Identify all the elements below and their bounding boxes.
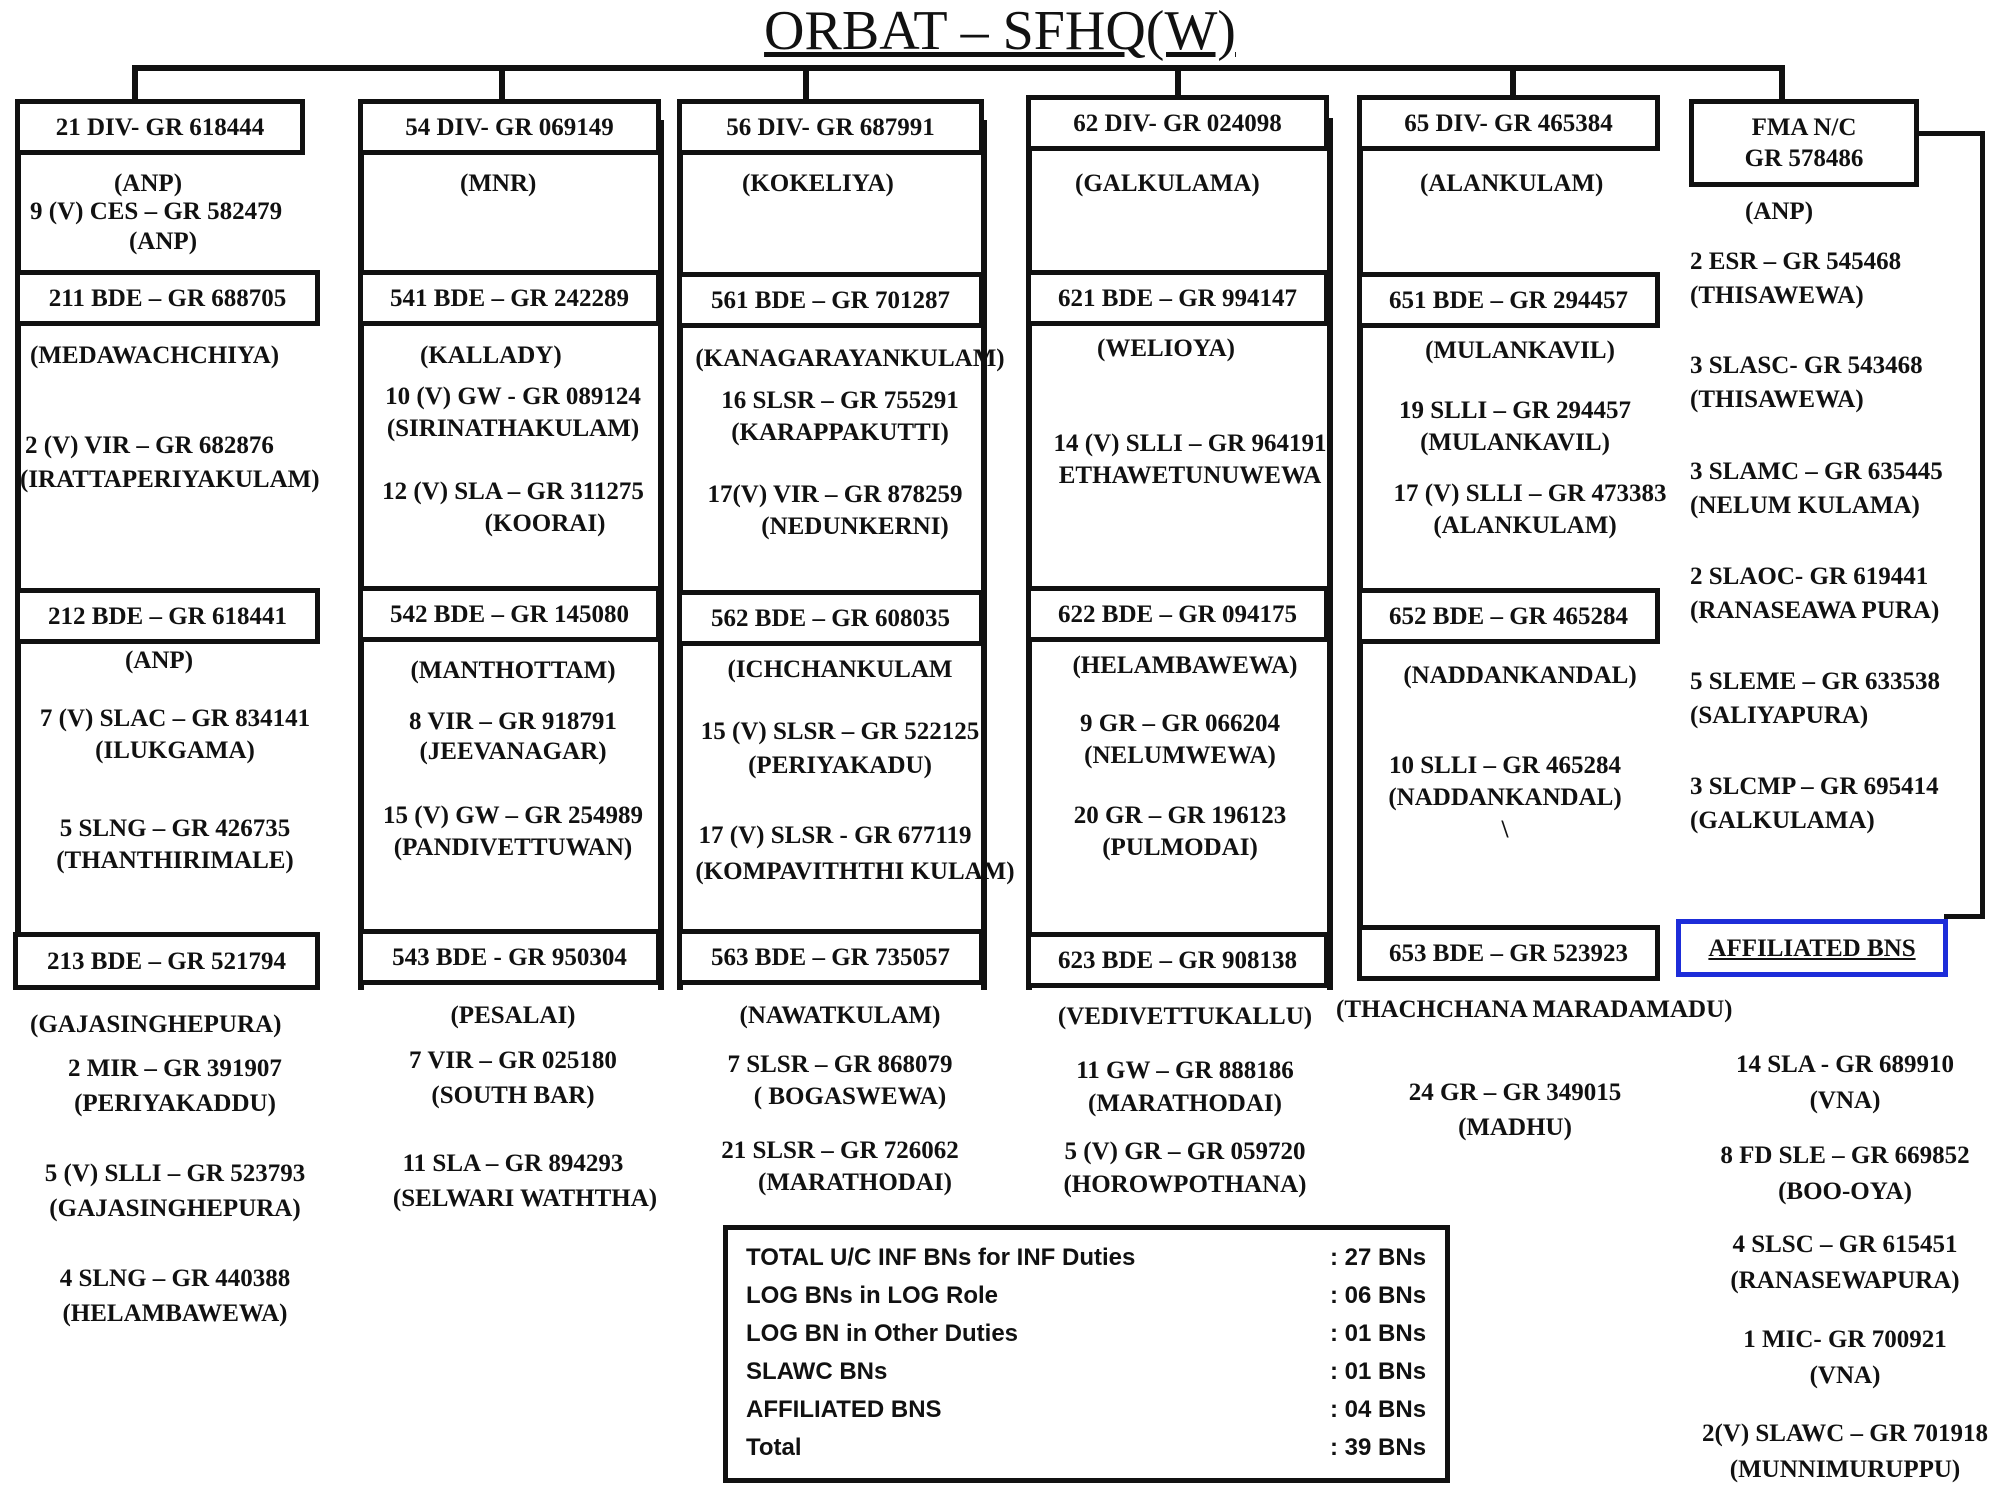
bde-541-unit-2: 12 (V) SLA – GR 311275 [382, 478, 644, 505]
bde-213-header: 213 BDE – GR 521794 [13, 932, 320, 990]
bde-541-location: (KALLADY) [420, 342, 562, 369]
bde-541-unit-1: 10 (V) GW - GR 089124 [385, 383, 641, 410]
bde-212-header: 212 BDE – GR 618441 [15, 588, 320, 644]
bde-653-unit-location: (MADHU) [1458, 1114, 1572, 1141]
div-65-header: 65 DIV- GR 465384 [1357, 95, 1660, 151]
bde-623-unit-1-location: (MARATHODAI) [1088, 1090, 1282, 1117]
div-54-location: (MNR) [460, 170, 537, 197]
bde-652-unit-mark: \ [1501, 816, 1509, 843]
bde-212-unit-1: 7 (V) SLAC – GR 834141 [39, 705, 311, 732]
fma-unit-4-location: (RANASEAWA PURA) [1690, 597, 1940, 624]
affiliated-unit-2-location: (BOO-OYA) [1778, 1178, 1912, 1205]
bde-212-unit-2: 5 SLNG – GR 426735 [59, 815, 291, 842]
summary-row [746, 1282, 1427, 1312]
fma-unit-2: 3 SLASC- GR 543468 [1690, 352, 1923, 379]
bde-213-unit-2-location: (GAJASINGHEPURA) [49, 1195, 301, 1222]
bde-563-unit-2-location: (MARATHODAI) [758, 1169, 952, 1196]
bde-543-location: (PESALAI) [450, 1002, 576, 1029]
bde-621-location: (WELIOYA) [1097, 335, 1235, 362]
bde-651-unit-1: 19 SLLI – GR 294457 [1399, 397, 1631, 424]
summary-row [746, 1320, 1427, 1350]
div-62-location: (GALKULAMA) [1075, 170, 1260, 197]
div-21-header: 21 DIV- GR 618444 [15, 99, 305, 155]
bde-623-unit-1: 11 GW – GR 888186 [1076, 1057, 1294, 1084]
summary-label: TOTAL U/C INF BNs for INF Duties [746, 1244, 1136, 1271]
summary-label: LOG BNs in LOG Role [746, 1282, 999, 1309]
bde-622-unit-1: 9 GR – GR 066204 [1080, 710, 1280, 737]
div-21-location: (ANP) [113, 170, 183, 197]
bde-563-unit-1-location: ( BOGASWEWA) [753, 1083, 947, 1110]
affiliated-unit-4-location: (VNA) [1809, 1362, 1881, 1389]
top-connector [132, 65, 1783, 71]
summary-table [723, 1225, 1450, 1483]
summary-value: : 39 BNs [1330, 1434, 1427, 1461]
summary-value: : 01 BNs [1330, 1320, 1427, 1347]
fma-unit-3-location: (NELUM KULAMA) [1690, 492, 1920, 519]
div-65-location: (ALANKULAM) [1420, 170, 1604, 197]
fma-nc-title: FMA N/C [1751, 114, 1857, 141]
bde-212-location: (ANP) [125, 647, 194, 674]
bde-563-header: 563 BDE – GR 735057 [677, 929, 984, 985]
bde-213-unit-2: 5 (V) SLLI – GR 523793 [44, 1160, 306, 1187]
fma-bracket-top [1914, 131, 1985, 136]
chart-title: ORBAT – SFHQ(W) [764, 0, 1236, 62]
fma-unit-5-location: (SALIYAPURA) [1690, 702, 1869, 729]
summary-value: : 06 BNs [1330, 1282, 1427, 1309]
bde-561-header: 561 BDE – GR 701287 [677, 272, 984, 328]
summary-row [746, 1396, 1427, 1426]
fma-bracket-side [1980, 131, 1985, 919]
bde-212-unit-2-location: (THANTHIRIMALE) [56, 847, 294, 874]
fma-unit-3: 3 SLAMC – GR 635445 [1690, 458, 1943, 485]
fma-unit-1-location: (THISAWEWA) [1690, 282, 1864, 309]
fma-unit-1: 2 ESR – GR 545468 [1690, 248, 1902, 275]
bde-212-unit-1-location: (ILUKGAMA) [95, 737, 255, 764]
bde-542-unit-2-location: (PANDIVETTUWAN) [393, 834, 633, 861]
affiliated-unit-1-location: (VNA) [1809, 1087, 1881, 1114]
bde-653-header: 653 BDE – GR 523923 [1357, 925, 1660, 981]
bde-213-unit-3: 4 SLNG – GR 440388 [59, 1265, 291, 1292]
bde-211-unit-location: (IRATTAPERIYAKULAM) [20, 466, 320, 493]
fma-bracket-bottom [1944, 914, 1985, 919]
bde-542-unit-2: 15 (V) GW – GR 254989 [383, 802, 643, 829]
summary-label: AFFILIATED BNS [746, 1396, 942, 1423]
bde-543-unit-2-location: (SELWARI WATHTHA) [392, 1185, 658, 1212]
bde-622-header: 622 BDE – GR 094175 [1026, 586, 1329, 642]
affiliated-unit-2: 8 FD SLE – GR 669852 [1720, 1142, 1970, 1169]
bde-561-unit-1-location: (KARAPPAKUTTI) [731, 419, 949, 446]
bde-623-header: 623 BDE – GR 908138 [1026, 932, 1329, 988]
spine-62-div-right [1327, 118, 1333, 990]
bde-623-location: (VEDIVETTUKALLU) [1057, 1003, 1313, 1030]
bde-561-location: (KANAGARAYANKULAM) [695, 345, 1005, 372]
bde-621-header: 621 BDE – GR 994147 [1026, 270, 1329, 326]
spine-21-div [15, 120, 21, 990]
affiliated-unit-4: 1 MIC- GR 700921 [1743, 1326, 1947, 1353]
affiliated-unit-3-location: (RANASEWAPURA) [1730, 1267, 1960, 1294]
bde-543-header: 543 BDE - GR 950304 [358, 929, 661, 985]
affiliated-bns-header: AFFILIATED BNS [1676, 919, 1948, 977]
div-54-header: 54 DIV- GR 069149 [358, 99, 661, 155]
affiliated-unit-3: 4 SLSC – GR 615451 [1732, 1231, 1958, 1258]
bde-622-location: (HELAMBAWEWA) [1072, 652, 1298, 679]
bde-211-header: 211 BDE – GR 688705 [15, 270, 320, 326]
div-56-header: 56 DIV- GR 687991 [677, 99, 984, 155]
bde-542-header: 542 BDE – GR 145080 [358, 586, 661, 642]
bde-543-unit-1: 7 VIR – GR 025180 [409, 1047, 617, 1074]
fma-nc-location: (ANP) [1745, 198, 1814, 225]
summary-row [746, 1434, 1427, 1464]
div-62-header: 62 DIV- GR 024098 [1026, 95, 1329, 151]
bde-562-unit-1-location: (PERIYAKADU) [748, 752, 932, 779]
bde-651-unit-2: 17 (V) SLLI – GR 473383 [1393, 480, 1667, 507]
fma-nc-header [1689, 99, 1919, 187]
bde-651-header: 651 BDE – GR 294457 [1357, 272, 1660, 328]
fma-unit-6: 3 SLCMP – GR 695414 [1690, 773, 1939, 800]
bde-622-unit-1-location: (NELUMWEWA) [1084, 742, 1276, 769]
summary-row [746, 1244, 1427, 1274]
spine-54-div-right [658, 120, 664, 990]
bde-651-unit-1-location: (MULANKAVIL) [1420, 429, 1610, 456]
bde-562-unit-1: 15 (V) SLSR – GR 522125 [700, 718, 980, 745]
affiliated-unit-1: 14 SLA - GR 689910 [1735, 1051, 1955, 1078]
bde-541-unit-1-location: (SIRINATHAKULAM) [386, 415, 640, 442]
bde-653-unit: 24 GR – GR 349015 [1408, 1079, 1622, 1106]
fma-unit-4: 2 SLAOC- GR 619441 [1690, 563, 1929, 590]
drop-65-div [1510, 65, 1516, 95]
affiliated-unit-5: 2(V) SLAWC – GR 701918 [1701, 1420, 1989, 1447]
bde-652-location: (NADDANKANDAL) [1403, 662, 1637, 689]
summary-value: : 04 BNs [1330, 1396, 1427, 1423]
bde-541-header: 541 BDE – GR 242289 [358, 270, 661, 326]
bde-621-unit: 14 (V) SLLI – GR 964191 [1053, 430, 1327, 457]
bde-213-unit-1-location: (PERIYAKADDU) [74, 1090, 276, 1117]
summary-value: : 27 BNs [1330, 1244, 1427, 1271]
bde-543-unit-1-location: (SOUTH BAR) [431, 1082, 595, 1109]
bde-543-unit-2: 11 SLA – GR 894293 [402, 1150, 624, 1177]
bde-651-location: (MULANKAVIL) [1425, 337, 1615, 364]
bde-561-unit-1: 16 SLSR – GR 755291 [721, 387, 959, 414]
drop-62-div [1175, 65, 1181, 95]
bde-542-unit-1-location: (JEEVANAGAR) [419, 738, 607, 765]
bde-621-unit-location: ETHAWETUNUWEWA [1058, 462, 1322, 489]
summary-label: Total [746, 1434, 802, 1461]
bde-542-location: (MANTHOTTAM) [410, 657, 616, 684]
bde-653-location: (THACHCHANA MARADAMADU) [1336, 996, 1733, 1023]
bde-562-unit-2-location: (KOMPAVITHTHI KULAM) [695, 858, 1015, 885]
bde-541-unit-2-location: (KOORAI) [484, 510, 606, 537]
div-21-unit-location: (ANP) [128, 228, 198, 255]
bde-213-location: (GAJASINGHEPURA) [30, 1011, 282, 1038]
bde-561-unit-2-location: (NEDUNKERNI) [761, 513, 949, 540]
spine-56-div [677, 120, 683, 990]
bde-623-unit-2: 5 (V) GR – GR 059720 [1064, 1138, 1306, 1165]
bde-563-unit-1: 7 SLSR – GR 868079 [727, 1051, 953, 1078]
bde-563-location: (NAWATKULAM) [739, 1002, 941, 1029]
fma-unit-2-location: (THISAWEWA) [1690, 386, 1864, 413]
drop-56-div [803, 65, 809, 99]
bde-213-unit-3-location: (HELAMBAWEWA) [62, 1300, 288, 1327]
bde-562-unit-2: 17 (V) SLSR - GR 677119 [698, 822, 972, 849]
bde-213-unit-1: 2 MIR – GR 391907 [68, 1055, 282, 1082]
bde-562-header: 562 BDE – GR 608035 [677, 590, 984, 646]
bde-542-unit-1: 8 VIR – GR 918791 [409, 708, 617, 735]
summary-row [746, 1358, 1427, 1388]
summary-value: : 01 BNs [1330, 1358, 1427, 1385]
fma-unit-6-location: (GALKULAMA) [1690, 807, 1875, 834]
bde-561-unit-2: 17(V) VIR – GR 878259 [707, 481, 963, 508]
div-56-location: (KOKELIYA) [742, 170, 894, 197]
summary-label: LOG BN in Other Duties [746, 1320, 1019, 1347]
spine-65-div [1357, 118, 1363, 978]
bde-651-unit-2-location: (ALANKULAM) [1433, 512, 1617, 539]
spine-62-div [1026, 118, 1032, 990]
bde-211-location: (MEDAWACHCHIYA) [30, 342, 280, 369]
bde-211-unit: 2 (V) VIR – GR 682876 [25, 432, 274, 459]
bde-622-unit-2: 20 GR – GR 196123 [1073, 802, 1287, 829]
affiliated-unit-5-location: (MUNNIMURUPPU) [1729, 1456, 1961, 1483]
drop-54-div [499, 65, 505, 99]
bde-623-unit-2-location: (HOROWPOTHANA) [1063, 1171, 1307, 1198]
bde-562-location: (ICHCHANKULAM [727, 656, 953, 683]
bde-563-unit-2: 21 SLSR – GR 726062 [721, 1137, 959, 1164]
drop-21-div [132, 65, 138, 99]
fma-unit-5: 5 SLEME – GR 633538 [1690, 668, 1941, 695]
bde-652-header: 652 BDE – GR 465284 [1357, 588, 1660, 644]
bde-652-unit-location: (NADDANKANDAL) [1388, 784, 1622, 811]
spine-54-div [358, 120, 364, 990]
bde-652-unit: 10 SLLI – GR 465284 [1389, 752, 1621, 779]
summary-label: SLAWC BNs [746, 1358, 888, 1385]
bde-622-unit-2-location: (PULMODAI) [1102, 834, 1258, 861]
div-21-unit: 9 (V) CES – GR 582479 [30, 198, 283, 225]
fma-nc-grid-ref: GR 578486 [1744, 145, 1864, 172]
